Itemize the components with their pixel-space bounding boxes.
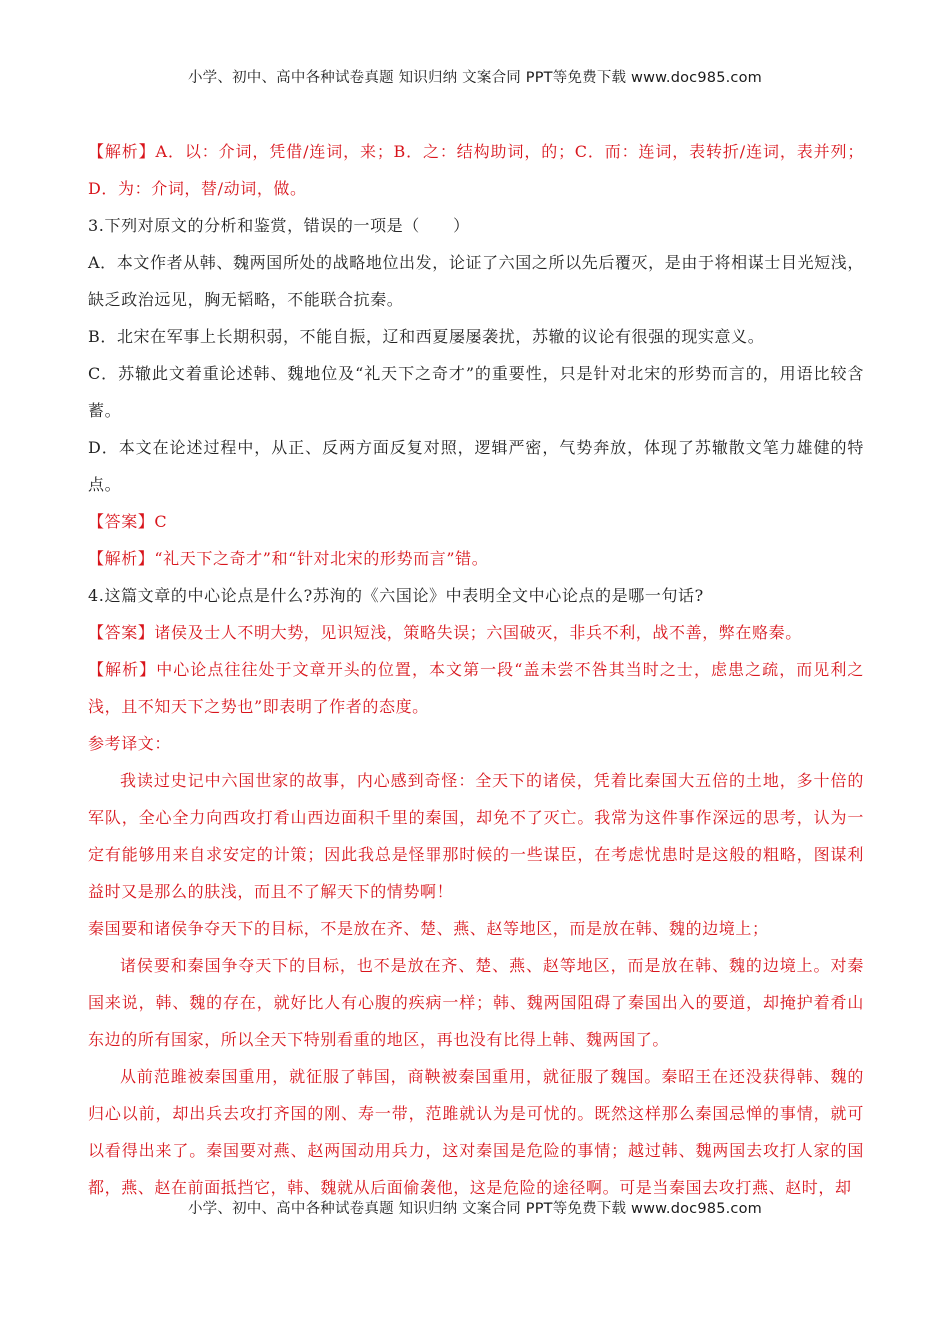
q2-analysis: [88, 133, 864, 207]
analysis-text: A．以：介词，凭借/连词，来；B．之：结构助词，的；C．而：连词，表转折/连词，表并列；D．为：介词，替/动词，做。: [88, 142, 864, 198]
q3-stem: 3.下列对原文的分析和鉴赏，错误的一项是（ ）: [88, 216, 470, 235]
analysis-text: 中心论点往往处于文章开头的位置，本文第一段“盖未尝不咎其当时之士，虑患之疏，而见利之浅，且不知天下之势也”即表明了作者的态度。: [88, 660, 864, 716]
q3-option-d: D．本文在论述过程中，从正、反两方面反复对照，逻辑严密，气势奔放，体现了苏辙散文笔力雄健的特点。: [88, 438, 864, 494]
q3-answer: [88, 503, 864, 540]
answer-tag: 【答案】: [88, 623, 155, 642]
q4-stem: 4.这篇文章的中心论点是什么?苏洵的《六国论》中表明全文中心论点的是哪一句话?: [88, 586, 704, 605]
page-header: 小学、初中、高中各种试卷真题 知识归纳 文案合同 PPT等免费下载 www.doc985.com: [187, 70, 763, 86]
answer-tag: 【答案】: [88, 512, 155, 531]
answer-text: 诸侯及士人不明大势，见识短浅，策略失误；六国破灭，非兵不利，战不善，弊在赂秦。: [154, 623, 802, 642]
page-footer: 小学、初中、高中各种试卷真题 知识归纳 文案合同 PPT等免费下载 www.doc985.com: [187, 1201, 763, 1217]
q3-option-c: C．苏辙此文着重论述韩、魏地位及“礼天下之奇才”的重要性，只是针对北宋的形势而言的，用语比较含蓄。: [88, 364, 864, 420]
q3-analysis: [88, 540, 864, 577]
q3-option-a: A．本文作者从韩、魏两国所处的战略地位出发，论证了六国之所以先后覆灭，是由于将相谋士目光短浅，缺乏政治远见，胸无韬略，不能联合抗秦。: [88, 253, 864, 309]
analysis-tag: 【解析】: [88, 660, 157, 679]
translation-label: 参考译文：: [88, 734, 172, 753]
analysis-tag: 【解析】: [88, 142, 156, 161]
translation-paragraph: 诸侯要和秦国争夺天下的目标，也不是放在齐、楚、燕、赵等地区，而是放在韩、魏的边境上。对秦国来说，韩、魏的存在，就好比人有心腹的疾病一样；韩、魏两国阻碍了秦国出入的要道，却掩护着肴山东边的所有国家，所以全天下特别看重的地区，再也没有比得上韩、魏两国了。: [88, 956, 864, 1049]
analysis-tag: 【解析】: [88, 549, 155, 568]
document-body: [88, 133, 864, 1206]
q3-option-b: B．北宋在军事上长期积弱，不能自振，辽和西夏屡屡袭扰，苏辙的议论有很强的现实意义。: [88, 327, 765, 346]
translation-paragraph: 从前范雎被秦国重用，就征服了韩国，商鞅被秦国重用，就征服了魏国。秦昭王在还没获得韩、魏的归心以前，却出兵去攻打齐国的刚、寿一带，范雎就认为是可忧的。既然这样那么秦国忌惮的事情，就可以看得出来了。秦国要对燕、赵两国动用兵力，这对秦国是危险的事情；越过韩、魏两国去攻打人家的国都，燕、赵在前面抵挡它，韩、魏就从后面偷袭他，这是危险的途径啊。可是当秦国去攻打燕、赵时，却: [88, 1067, 864, 1197]
q4-analysis: [88, 651, 864, 725]
translation-paragraph: 我读过史记中六国世家的故事，内心感到奇怪：全天下的诸侯，凭着比秦国大五倍的土地，多十倍的军队，全心全力向西攻打肴山西边面积千里的秦国，却免不了灭亡。我常为这件事作深远的思考，认为一定有能够用来自求安定的计策；因此我总是怪罪那时候的一些谋臣，在考虑忧患时是这般的粗略，图谋利益时又是那么的肤浅，而且不了解天下的情势啊！: [88, 771, 864, 901]
answer-text: C: [154, 512, 168, 531]
q4-answer: [88, 614, 864, 651]
analysis-text: “礼天下之奇才”和“针对北宋的形势而言”错。: [154, 549, 489, 568]
translation-paragraph: 秦国要和诸侯争夺天下的目标，不是放在齐、楚、燕、赵等地区，而是放在韩、魏的边境上；: [88, 919, 769, 938]
